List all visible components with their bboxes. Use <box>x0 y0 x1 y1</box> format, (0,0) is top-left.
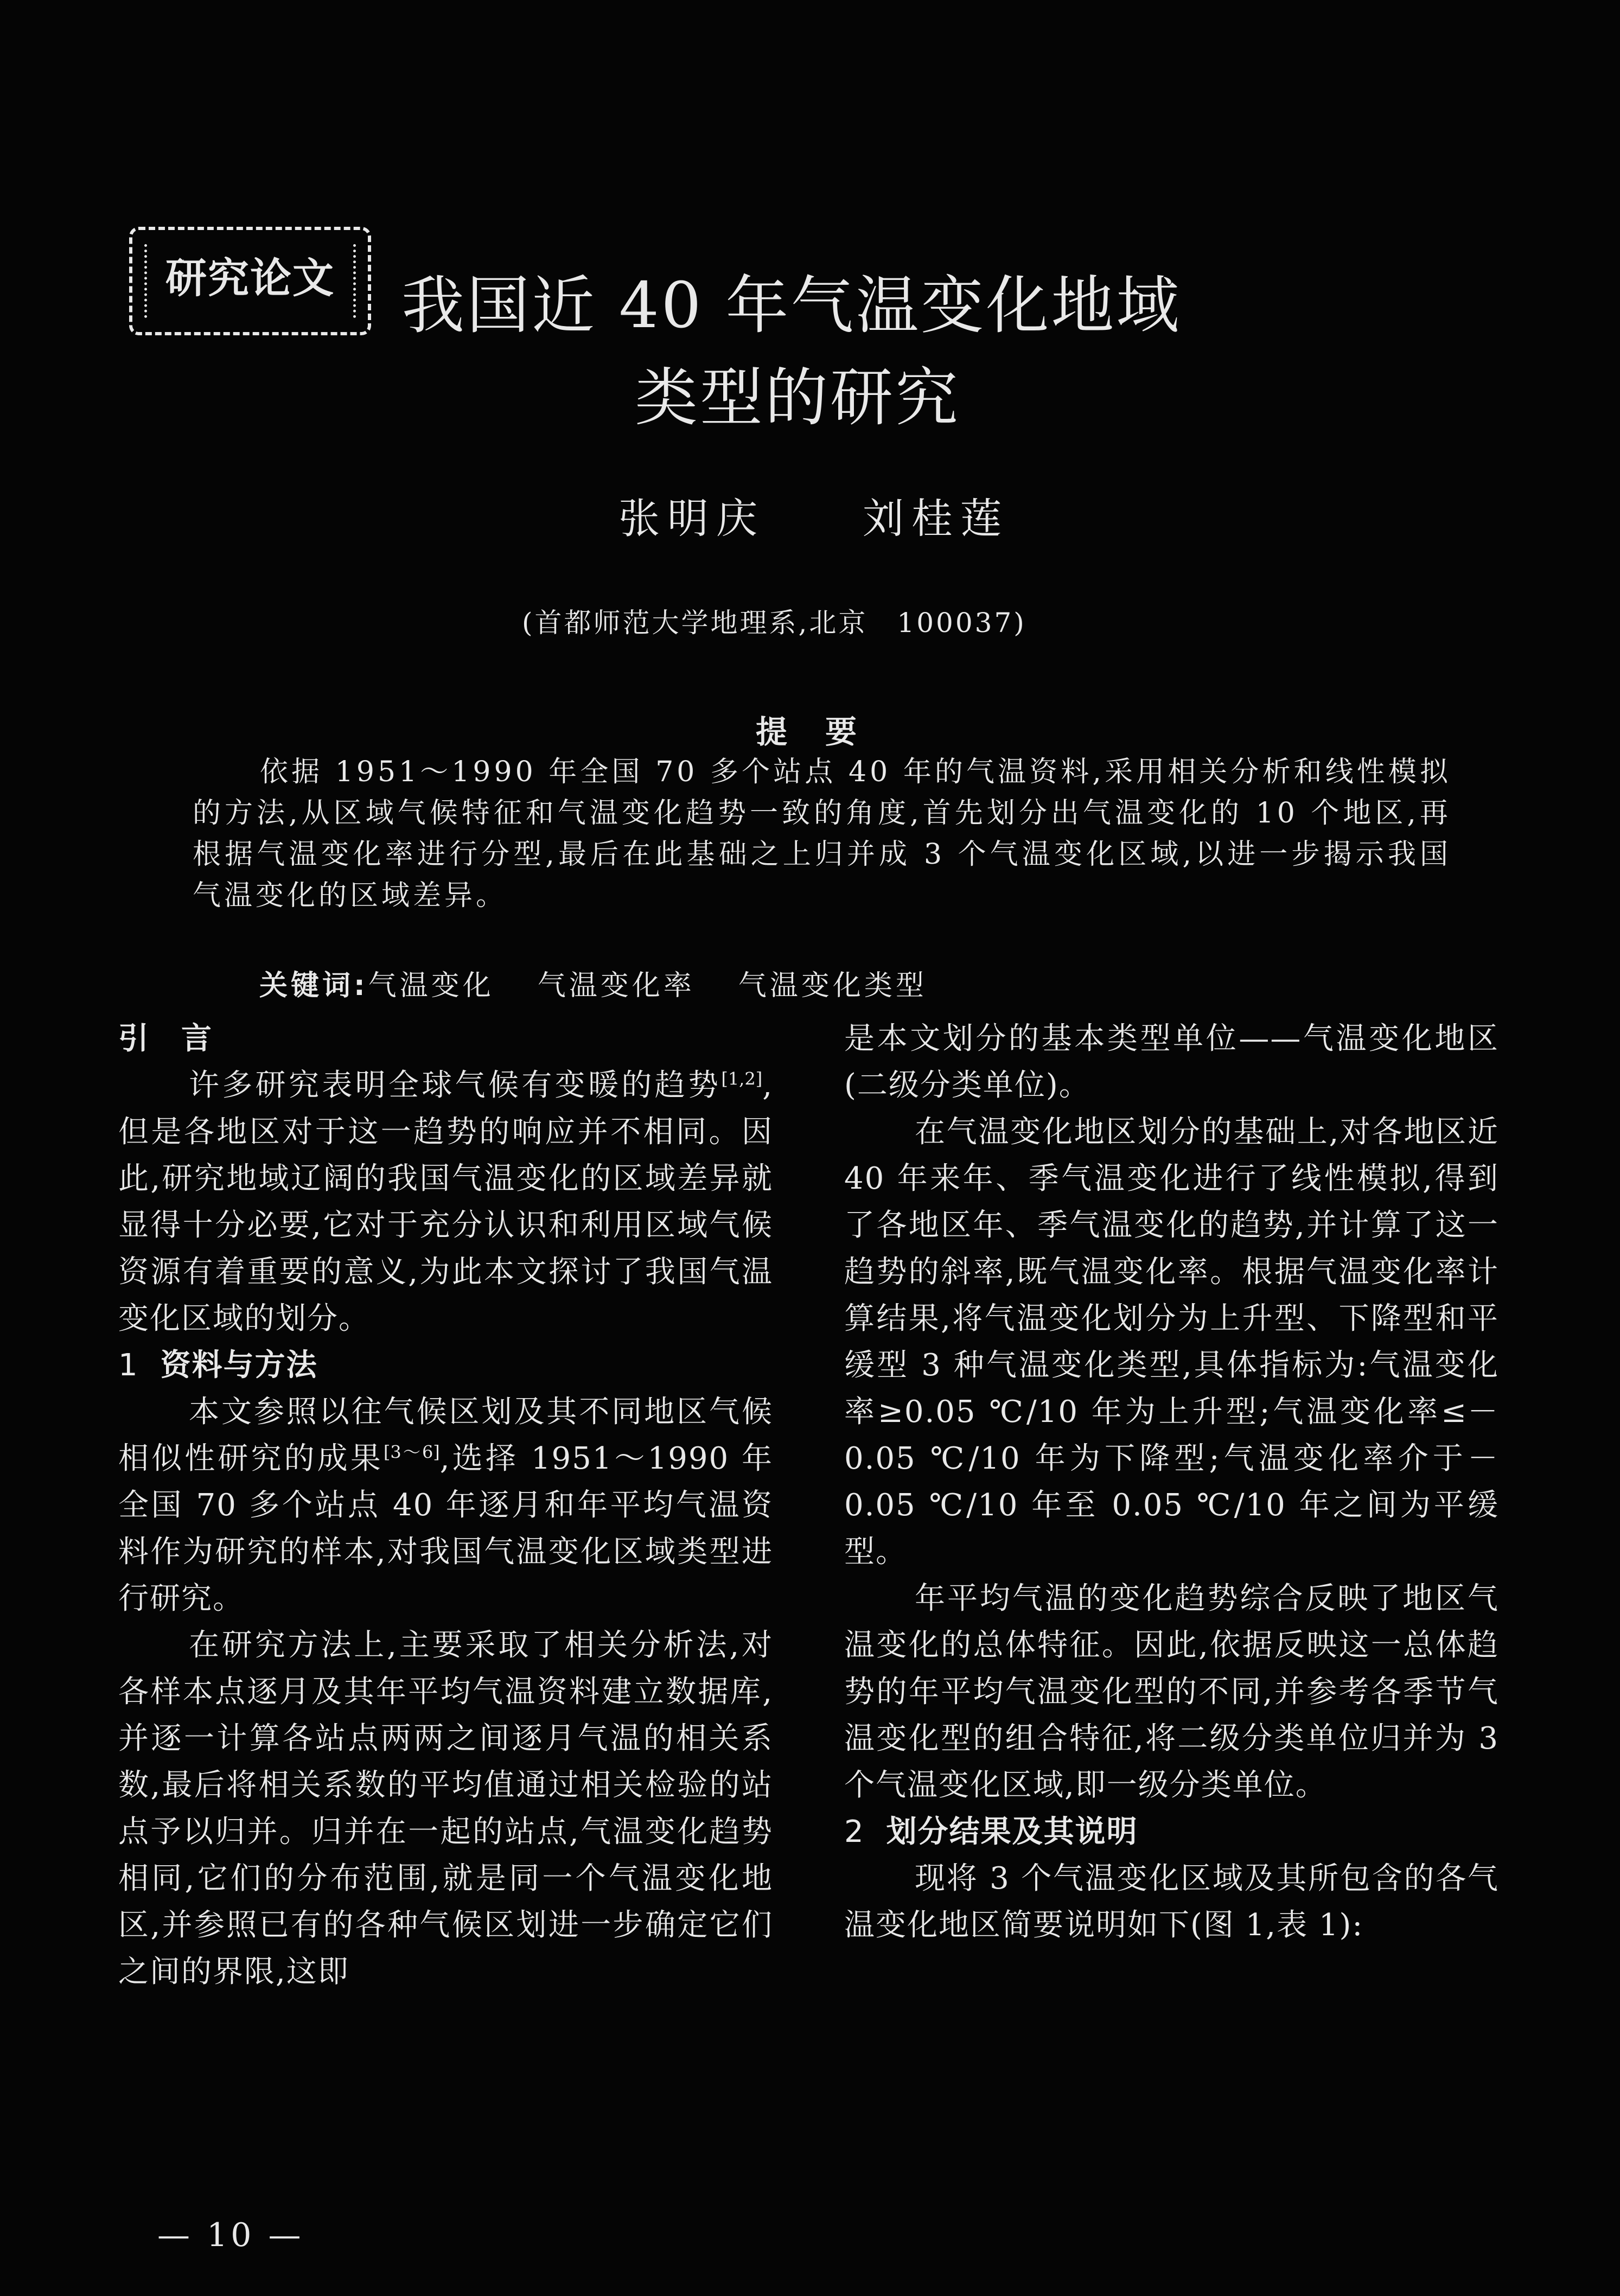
page-number: — 10 — <box>157 2216 304 2254</box>
intro-text-a: 许多研究表明全球气候有变暖的趋势 <box>189 1068 722 1103</box>
keywords <box>259 962 927 1003</box>
section-2-paragraph-1: 现将 3 个气温变化区域及其所包含的各气温变化地区简要说明如下(图 1,表 1): <box>844 1861 1499 1943</box>
intro-paragraph <box>118 1062 773 1342</box>
section-1-paragraph-2: 在研究方法上,主要采取了相关分析法,对各样本点逐月及其年平均气温资料建立数据库,并逐一计算各站点两两之间逐月气温的相关系数,最后将相关系数的平均值通过相关检验的站点予以归并。归并在一起的站点,气温变化趋势相同,它们的分布范围,就是同一个气温变化地区,并参照已有的各种气候区划进一步确定它们之间的界限,这即 <box>118 1628 773 1989</box>
section-1-title: 资料与方法 <box>160 1348 318 1383</box>
keyword-1: 气温变化 <box>368 970 494 1002</box>
intro-text-b: ,但是各地区对于这一趋势的响应并不相同。因此,研究地域辽阔的我国气温变化的区域差异就显得十分必要,它对于充分认识和利用区域气候资源有着重要的意义,为此本文探讨了我国气温变化区域的划分。 <box>118 1068 773 1336</box>
citation-3-6: [3～6] <box>383 1442 440 1463</box>
section-1-heading <box>118 1342 773 1389</box>
section-1-paragraph-1 <box>118 1389 773 1622</box>
section-2-number: 2 <box>844 1814 865 1849</box>
title-line-1: 我国近 40 年气温变化地域 <box>401 269 1182 342</box>
keywords-label: 关键词: <box>259 970 368 1002</box>
continued-paragraph: 是本文划分的基本类型单位——气温变化地区(二级分类单位)。 <box>844 1021 1499 1103</box>
sec1-p1-text-b: ,选择 1951～1990 年全国 70 多个站点 40 年逐月和年平均气温资料作为研究的样本,对我国气温变化区域类型进行研究。 <box>118 1441 773 1616</box>
intro-heading: 引言 <box>118 1021 244 1056</box>
abstract-body: 依据 1951～1990 年全国 70 多个站点 40 年的气温资料,采用相关分析和线性模拟的方法,从区域气候特征和气温变化趋势一致的角度,首先划分出气温变化的 10 个地区,再根据气温变化率进行分型,最后在此基础之上归并成 3 个气温变化区域,以进一步揭示我国气温变化的区域差异。 <box>193 756 1451 912</box>
method-paragraph: 在气温变化地区划分的基础上,对各地区近 40 年来年、季气温变化进行了线性模拟,得到了各地区年、季气温变化的趋势,并计算了这一趋势的斜率,既气温变化率。根据气温变化率计算结果,将气温变化划分为上升型、下降型和平缓型 3 种气温变化类型,具体指标为:气温变化率≥0.05 ℃/10 年为上升型;气温变化率≤－0.05 ℃/10 年为下降型;气温变化率介于－0.05 ℃/10 年至 0.05 ℃/10 年之间为平缓型。 <box>844 1114 1499 1570</box>
keyword-2: 气温变化率 <box>537 970 695 1002</box>
sec1-p1-text-a: 本文参照以往气候区划及其不同地区气候相似性研究的成果 <box>118 1394 773 1476</box>
citation-1-2: [1,2] <box>721 1068 763 1089</box>
section-2-heading <box>844 1809 1499 1855</box>
section-2-title: 划分结果及其说明 <box>886 1814 1138 1849</box>
right-column <box>844 1016 1499 1949</box>
affiliation: (首都师范大学地理系,北京 100037) <box>522 607 1026 639</box>
section-1-number: 1 <box>118 1348 139 1383</box>
keyword-3: 气温变化类型 <box>738 970 927 1002</box>
section-tag: 研究论文 <box>165 254 335 302</box>
authors <box>618 486 1009 545</box>
title-line-2: 类型的研究 <box>635 361 960 435</box>
author-2: 刘桂莲 <box>863 494 1009 543</box>
region-paragraph: 年平均气温的变化趋势综合反映了地区气温变化的总体特征。因此,依据反映这一总体趋势的年平均气温变化型的不同,并参考各季节气温变化型的组合特征,将二级分类单位归并为 3 个气温变化区域,即一级分类单位。 <box>844 1581 1499 1803</box>
abstract-heading: 提要 <box>756 713 895 750</box>
author-1: 张明庆 <box>618 494 765 543</box>
left-column <box>118 1016 773 1995</box>
